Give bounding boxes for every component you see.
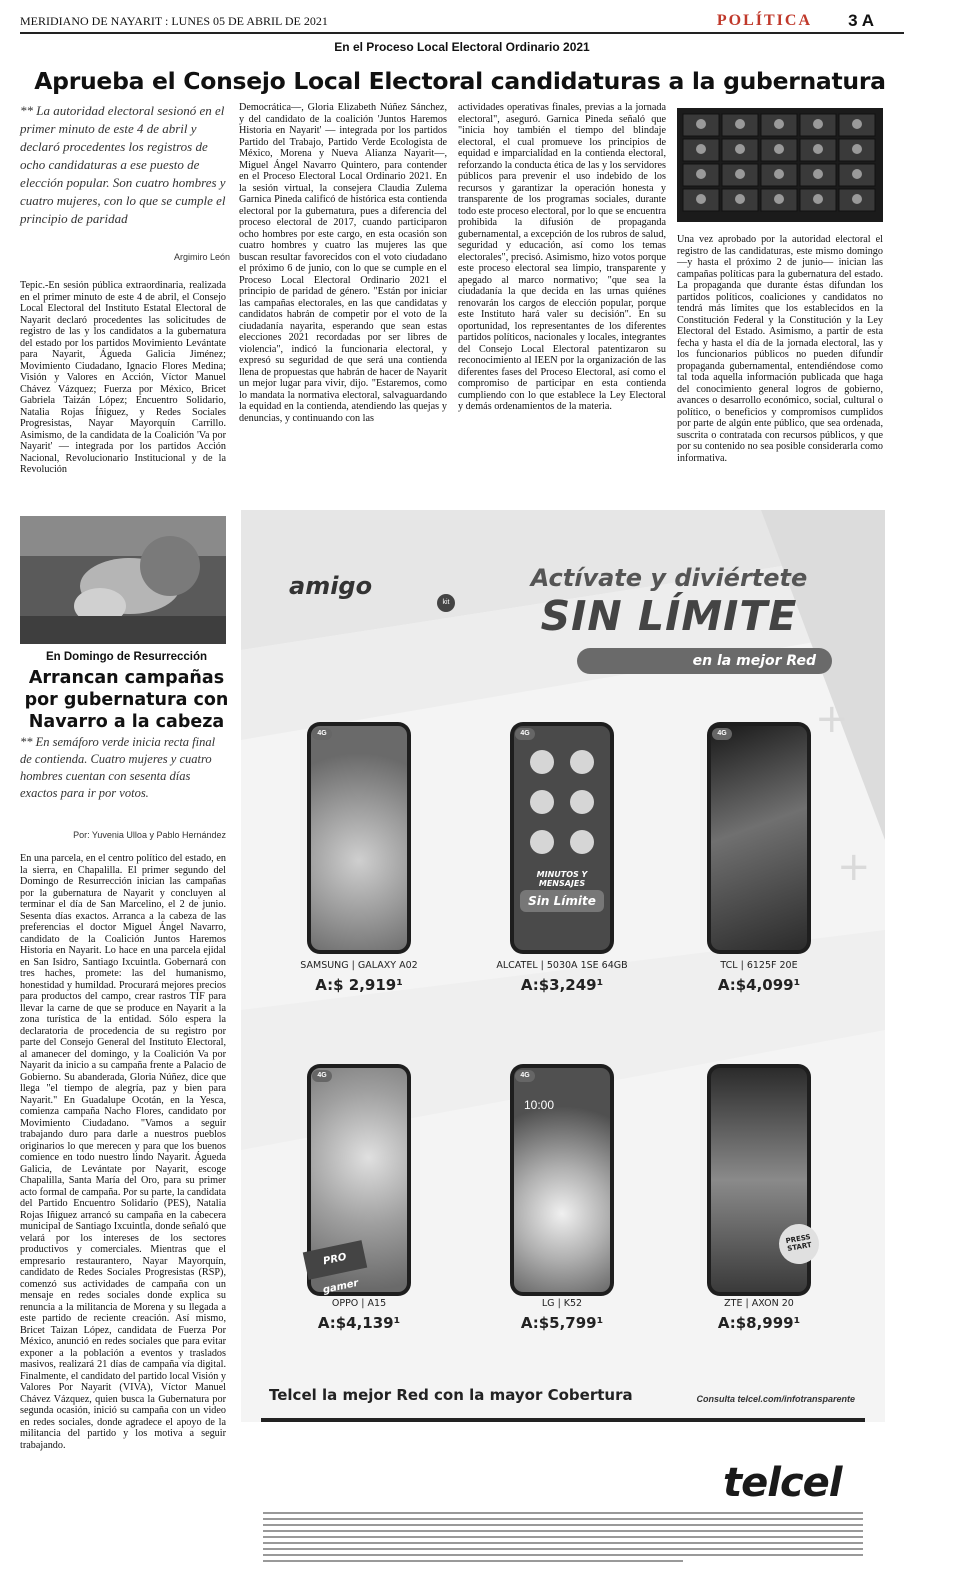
badge-4g: 4G: [712, 728, 732, 740]
phone-model: ALCATEL | 5030A 1SE 64GB: [496, 960, 628, 971]
phone-model: OPPO | A15: [331, 1298, 387, 1309]
second-headline: Arrancan campañas por gubernatura con Navarro a la cabeza: [24, 668, 229, 732]
minutes-badge: MINUTOS Y MENSAJES: [536, 870, 588, 888]
page-header: [20, 10, 904, 34]
badge-4g: 4G: [515, 1070, 535, 1082]
phone-model: SAMSUNG | GALAXY A02: [300, 960, 418, 971]
main-col-1: [20, 280, 226, 506]
phone-lg: [510, 1064, 614, 1296]
telcel-advertisement: [241, 510, 969, 1578]
phone-alcatel: [510, 722, 614, 954]
sin-limite-badge: Sin Límite: [520, 890, 604, 912]
main-kicker: En el Proceso Local Electoral Ordinario 2021: [334, 40, 590, 54]
phone-tcl: [707, 722, 811, 954]
press-start-badge: PRESS START: [776, 1221, 822, 1267]
campaign-photo: [20, 516, 226, 644]
campaign-photo-scene: [20, 516, 226, 644]
phone-zte: [707, 1064, 811, 1296]
legal-fine-print: [263, 1512, 863, 1568]
badge-4g: 4G: [312, 1070, 332, 1082]
second-body-text: En una parcela, en el centro político del estado, en la sierra, en Chapalilla. El primer segundo del Domingo de Resurrección inician las campañas por la gubernatura de Nayarit y concluyen al terminar el día de San Marcelino, el 2 de junio. Sesenta días exactos. Arranca a la cabeza de las preferencias el doctor Miguel Ángel Navarro, candidato de la Coalición Juntos Haremos Historia en Nayarit. Lo hace en una parcela ejidal en San Isidro, Santiago Ixcuintla. Gobernará con tres haches, promete: las del humanismo, honestidad y humildad. Procurará mejores precios para productos del campo, crear rastros TIF para llevar la carne de que se produce en Nayarit a la zona turística de la entidad. Sólo espera la declaratoria de procedencia de su registro por parte del Consejo General del Instituto Electoral, al amanecer del domingo, y la Coalición Va por Nayarit da inicio a su campaña frente a Palacio de Gobierno. Su abanderada, Gloria Núñez, dice que llega "el tiempo de alegría, paz y bien para Nayarit." En Guadalupe Ocotán, en la Yesca, comienza campaña Nacho Flores, candidato por Movimiento Ciudadano. "Vamos a seguir trabajando duro para darle a nuestros pueblos originarios lo que merecen y para que los buenos comience en todo nuestro lindo Nayarit. Águeda Galicia, de Levántate por Nayarit, escoge Chapalilla, Santa María del Oro, para su primer acto formal de campaña. Por su parte, la candidata del Partido Encuentro Solidario (PES), Natalia Rojas Iñiguez arrancó su campaña en la cabecera municipal de Santiago Ixcuintla, donde señaló que velará por los intereses de los sectores productivos y comerciales. Mientras que el empresario restaurantero, Nayar Mayorquín, candidato de Redes Sociales Progresistas (RSP), comenzó sus actividades de campaña con un mensaje en redes sociales donde explica su renuncia a la militancia de Morena y su llegada a este partido de reciente creación. Así mismo, Bricet Taizan López, candidata de Fuerza Por México, anunció en redes sociales que para evitar exponer a la población a eventos y traslados masivos, realizará 21 días de campaña vía digital. Finalmente, el candidato del partido local Visión y Valores Por Nayarit (VIVA), Víctor Manuel Chávez Vázquez, quien busca la Gubernatura por segunda ocasión, inició su campaña con un video en redes sociales, donde agradece el apoyo de la militancia del partido y los motiva a seguir trabajando.: [20, 853, 226, 1451]
main-lede: ** La autoridad electoral sesionó en el primer minuto de este 4 de abril y declaró procedentes los registros de ocho candidaturas a ese puesto de elección popular. Son cuatro hombres y cuatro mujeres, con lo que se cumple el principio de paridad: [20, 103, 226, 226]
ad-tagline-3-text: en la mejor Red: [692, 653, 816, 669]
page-number: 3 A: [848, 11, 874, 30]
telcel-logo: telcel: [723, 1460, 842, 1506]
masthead: MERIDIANO DE NAYARIT : LUNES 05 DE ABRIL DE 2021: [20, 14, 328, 28]
phone-screen: [711, 726, 807, 950]
ad-tagline-2: SIN LÍMITE: [540, 592, 798, 640]
phone-price: A:$4,139¹: [317, 1314, 401, 1332]
main-col-2: [239, 102, 447, 504]
phone-clock: 10:00: [524, 1098, 555, 1112]
video-conference-photo: [677, 108, 883, 222]
phone-model: TCL | 6125F 20E: [720, 960, 798, 971]
main-col-2-text: Democrática—, Gloria Elizabeth Núñez Sánchez, y del candidato de la coalición 'Juntos Haremos Historia en Nayarit' — integrada por los partidos Partido del Trabajo, Partido Verde Ecologista de México, Morena y Nueva Alianza Nayarit—, Miguel Ángel Navarro Quintero, para contender en el Proceso Electoral Local Ordinario 2021. En la sesión virtual, la consejera Claudia Zulema Garnica Pineda calificó de histórica esta contienda electoral por la gubernatura, pues a diferencia del proceso electoral de 2017, cuando participaron ocho hombres por este cargo, en esta ocasión son cuatro hombres y cuatro las mujeres las que buscan resultar favorecidos con el voto ciudadano el próximo 6 de junio, con lo que se cumple en el Proceso Local Electoral Ordinario 2021 el principio de paridad de género. "Están por iniciar las campañas electorales, en las que candidatas y candidatos habrán de competir por el voto de la ciudadanía nayarita, esperando que sean estas elecciones 2021 recordadas por ser libres de violencia", indicó la funcionaria electoral, y expresó su seguridad de que será una contienda llena de propuestas que habrán de hacer de Nayarit un mejor lugar para vivir, dijo. "Estaremos, como lo mandata la normativa electoral, salvaguardando la equidad en la contienda, atendiendo las quejas y denuncias, y continuando con las: [239, 102, 447, 424]
social-app-icons: [514, 726, 610, 950]
main-byline: Argimiro León: [173, 252, 230, 262]
amigo-logo: amigo: [289, 572, 373, 600]
phone-price: A:$5,799¹: [520, 1314, 604, 1332]
video-conference-grid: [677, 108, 883, 222]
main-headline: Aprueba el Consejo Local Electoral candidaturas a la gubernatura: [34, 67, 886, 95]
main-col-4: [677, 234, 883, 504]
phone-model: LG | K52: [541, 1298, 583, 1309]
main-col-3-text: actividades operativas finales, previas a la jornada electoral", aseguró. Garnica Pineda señaló que "inicia hoy también el tiempo del blindaje electoral, el cual promueve los principios de equidad e imparcialidad en la contienda electoral, reforzando la conducta ética de las y los servidores públicos para prevenir el uso indebido de los recursos y garantizar la operación honesta y transparente de los programas sociales, durante todo este proceso electoral, por lo que se encuentra prohibida la difusión de propaganda gubernamental, a excepción de los rubros de salud, seguridad y educación, así como los temas electorales", precisó. Asimismo, hizo votos porque este proceso electoral sea limpio, transparente y apegado al marco normativo; "que sea la ciudadanía la que decida en las urnas quiénes renovarán los cargos de elección popular, porque este Instituto hará valer su decisión". En su oportunidad, los representantes de los diferentes partidos políticos, nacionales y locales, integrantes del Consejo Local Electoral patentizaron su reconocimiento al IEEN por la organización de las diferentes fases del Proceso Electoral, así como el compromiso de participar en esta contienda cumpliendo con lo que establece la Ley Electoral y demás ordenamientos de la materia.: [458, 102, 666, 412]
second-body: [20, 853, 226, 1579]
pro-gamer-badge: PRO gamer: [303, 1240, 368, 1280]
phone-model: ZTE | AXON 20: [724, 1298, 794, 1309]
badge-4g: 4G: [515, 728, 535, 740]
phone-screen: [311, 726, 407, 950]
ad-tagline-1: Actívate y diviértete: [530, 564, 808, 592]
ad-footer-slogan: Telcel la mejor Red con la mayor Cobertura: [269, 1386, 633, 1404]
svg-text:+: +: [837, 844, 871, 890]
second-kicker: En Domingo de Resurrección: [45, 651, 208, 663]
badge-4g: 4G: [312, 728, 332, 740]
phone-samsung: [307, 722, 411, 954]
section-name: POLÍTICA: [716, 12, 812, 29]
main-col-4-text: Una vez aprobado por la autoridad electoral el registro de las candidaturas, este mismo domingo —y hasta el próximo 2 de junio— inician las campañas políticas para la gubernatura del estado. La propaganda que durante éstas difundan los partidos políticos, coaliciones y candidatos no tendrá más límites que los establecidos en la Constitución Federal y la Constitución y la Ley Electoral del Estado. Asimismo, a partir de esta fecha y hasta el día de la jornada electoral, las y los funcionarios públicos no pueden difundir propaganda gubernamental, entendiéndose como tal toda aquella información publicada que haga del conocimiento general logros de gobierno, avances o desarrollo económico, social, cultural o político, o beneficios y compromisos cumplidos por parte de algún ente público, que sea ordenada, suscrita o contratada con recursos públicos, y que por su contenido no sea posible considerarla como informativa.: [677, 234, 883, 464]
phone-price: A:$ 2,919¹: [315, 976, 403, 994]
hearts-icon: ♡♡♡♡: [915, 793, 969, 809]
main-col-3: [458, 102, 666, 494]
phone-screen: [514, 726, 610, 950]
phone-price: A:$3,249¹: [520, 976, 604, 994]
phone-price: A:$8,999¹: [717, 1314, 801, 1332]
second-lede: ** En semáforo verde inicia recta final de contienda. Cuatro mujeres y cuatro hombres cuentan con sesenta días exactos para ir por votos.: [20, 735, 216, 800]
svg-text:+: +: [815, 696, 849, 742]
kit-badge: kit: [437, 594, 455, 612]
phone-price: A:$4,099¹: [717, 976, 801, 994]
second-byline: Por: Yuvenia Ulloa y Pablo Hernández: [73, 830, 226, 840]
phone-oppo: [307, 1064, 411, 1296]
ad-url: Consulta telcel.com/infotransparente: [696, 1394, 855, 1404]
main-col-1-text: Tepic.-En sesión pública extraordinaria, realizada en el primer minuto de este 4 de abril, el Consejo Local Electoral del Instituto Estatal Electoral de Nayarit declaró procedentes las solicitudes de registro de las y los candidatos a la gubernatura del estado por los partidos Movimiento Levántate para Nayarit, Águeda Galicia Jiménez; Movimiento Ciudadano, Ignacio Flores Medina; Visión y Valores en Acción, Víctor Manuel Chávez Vázquez; Fuerza por México, Bricet Gabriela Taizán López; Encuentro Solidario, Natalia Rojas Íñiguez, y Redes Sociales Progresistas, Nayar Mayorquín Carrillo. Asimismo, de la candidata de la Coalición 'Va por Nayarit' — integrada por los partidos Acción Nacional, Revolucionario Institucional y de la Revolución: [20, 280, 226, 475]
